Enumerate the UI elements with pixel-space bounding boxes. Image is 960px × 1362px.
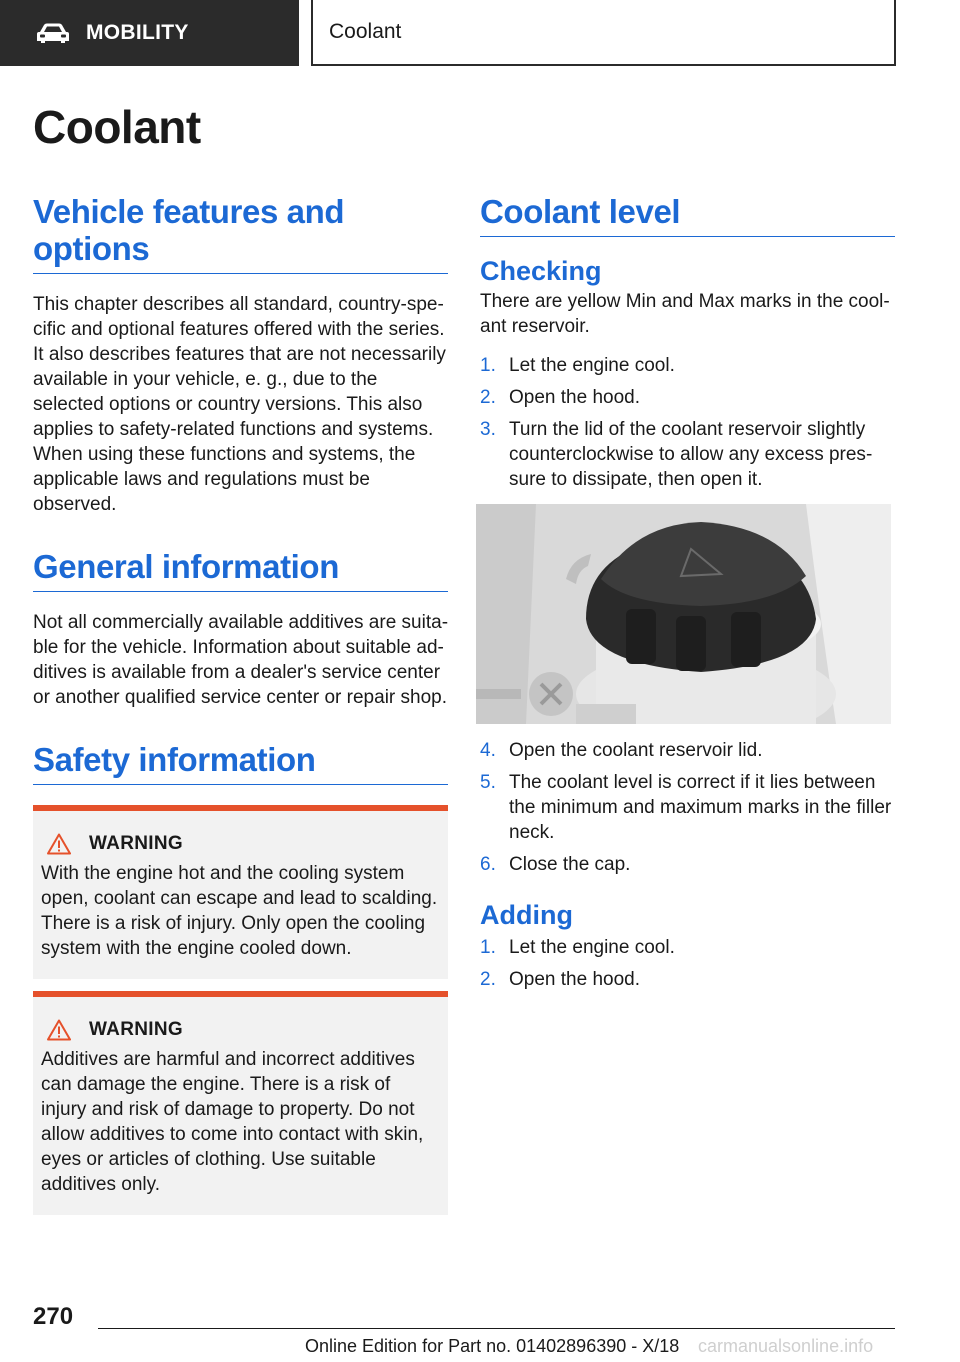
watermark-text: carmanualsonline.info xyxy=(698,1336,874,1356)
reservoir-cap-illustration xyxy=(476,504,891,724)
checking-heading: Checking xyxy=(480,256,602,286)
footer-rule xyxy=(98,1328,895,1329)
warning-label: WARNING xyxy=(89,1019,183,1040)
list-item: 5. The coolant level is correct if it lies between the minimum and maximum marks in the filler neck. xyxy=(480,772,892,843)
checking-steps-list-continued xyxy=(480,738,895,877)
warning-triangle-icon xyxy=(47,1019,71,1041)
warning-box-scalding xyxy=(33,805,448,979)
topic-tab xyxy=(311,0,896,66)
warning-triangle-icon xyxy=(47,833,71,855)
topic-label: Coolant xyxy=(329,20,402,43)
list-item: 1. Let the engine cool. xyxy=(480,937,675,958)
warning-header xyxy=(47,833,440,855)
general-information-heading: General information xyxy=(33,548,448,592)
list-item: 6. Close the cap. xyxy=(480,854,631,875)
chapter-tab xyxy=(0,0,299,66)
warning-label: WARNING xyxy=(89,833,183,854)
warning-text: With the engine hot and the cooling system open, coolant can escape and lead to scalding. There is a risk of injury. Only open the cooling system with the engine cooled down. xyxy=(41,863,438,959)
list-item: 2. Open the hood. xyxy=(480,969,640,990)
adding-heading: Adding xyxy=(480,900,573,930)
right-column xyxy=(480,193,895,999)
car-icon xyxy=(36,22,70,44)
edition-text: Online Edition for Part no. 01402896390 - X/18 xyxy=(305,1336,680,1356)
safety-information-heading: Safety information xyxy=(33,741,448,785)
list-item: 3. Turn the lid of the coolant reservoir slightly counterclockwise to allow any excess pressure to dissipate, then open it. xyxy=(480,419,873,490)
warning-text: Additives are harmful and incorrect additives can damage the engine. There is a risk of injury and risk of damage to property. Do not allow additives to come into contact with skin, eyes or articles of clothing. Use suitable additives only. xyxy=(41,1049,424,1195)
list-item: 1. Let the engine cool. xyxy=(480,355,675,376)
warning-header xyxy=(47,1019,440,1041)
checking-text: There are yellow Min and Max marks in the coolant reservoir. xyxy=(480,291,890,337)
vehicle-features-heading: Vehicle features and options xyxy=(33,193,448,274)
chapter-label: MOBILITY xyxy=(86,21,189,44)
page-number: 270 xyxy=(33,1303,74,1330)
coolant-level-heading: Coolant level xyxy=(480,193,895,237)
list-item: 2. Open the hood. xyxy=(480,387,640,408)
vehicle-features-text: This chapter describes all standard, country-specific and optional features offered with the series. It also describes features that are not necessarily available in your vehicle, e. g., due to the selected options or country versions. This also applies to safety-related functions and systems. When using these functions and systems, the applicable laws and regulations must be observed. xyxy=(33,294,446,515)
adding-steps-list xyxy=(480,935,895,992)
list-item: 4. Open the coolant reservoir lid. xyxy=(480,740,763,761)
general-information-text: Not all commercially available additives are suitable for the vehicle. Information about suitable additives is available from a dealer's service center or another qualified service center or repair shop. xyxy=(33,612,449,708)
warning-box-additives xyxy=(33,991,448,1215)
page-title: Coolant xyxy=(33,101,201,153)
left-column xyxy=(33,193,448,1215)
checking-steps-list xyxy=(480,353,895,492)
coolant-reservoir-photo xyxy=(476,504,891,724)
